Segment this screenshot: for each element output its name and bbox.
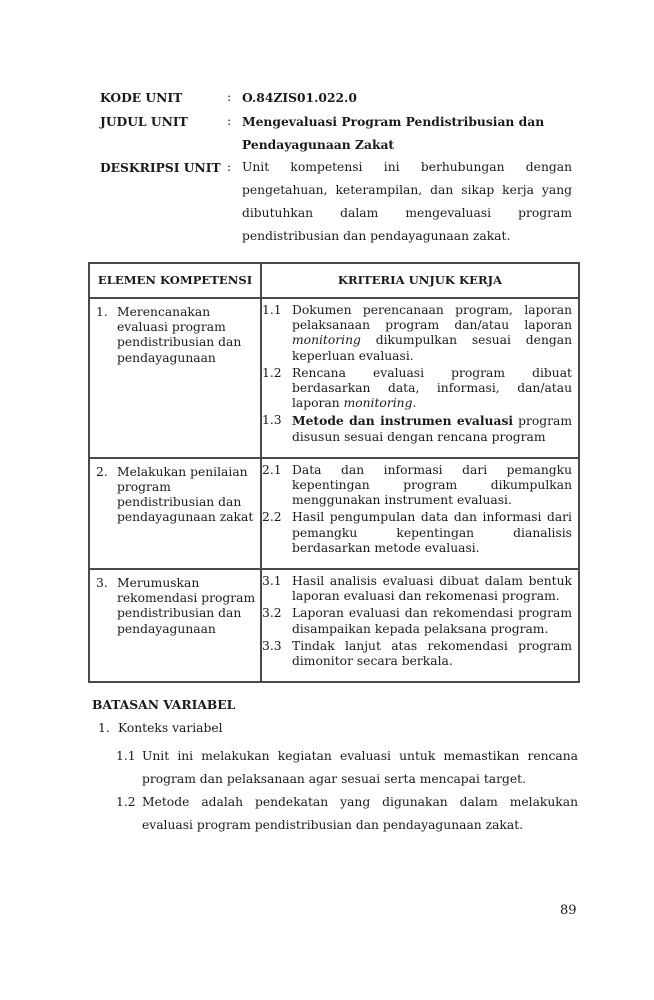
criteria-text: Data dan informasi dari pemangku kepentingan program dikumpulkan menggunakan instrument evaluasi. (292, 462, 572, 508)
criteria-body (292, 574, 572, 604)
list-item (98, 721, 578, 745)
element-text: Merumuskan rekomendasi program pendistribusian dan pendayagunaan (117, 576, 256, 636)
element-item (96, 576, 256, 637)
colon: : (227, 160, 232, 174)
header-kriteria-unjuk-kerja: KRITERIA UNJUK KERJA (261, 263, 579, 298)
sub-list-item (116, 745, 578, 791)
judul-unit-value (242, 110, 572, 156)
sub-list-number: 1.1 (116, 749, 136, 763)
criteria-item (262, 463, 572, 509)
element-cell (89, 298, 261, 458)
criteria-body (292, 366, 572, 412)
criteria-body (292, 639, 572, 669)
criteria-body (292, 606, 572, 636)
judul-unit-label: JUDUL UNIT (100, 114, 188, 129)
criteria-item (262, 574, 572, 604)
criteria-body (292, 463, 572, 509)
element-cell (89, 569, 261, 682)
table-row (89, 458, 579, 569)
criteria-number: 3.3 (262, 638, 282, 653)
sub-list-text: Unit ini melakukan kegiatan evaluasi untuk memastikan rencana program dan pelaksanaan agar sesuai serta mencapai target. (142, 749, 578, 786)
criteria-item (262, 303, 572, 364)
criteria-text: Hasil pengumpulan data dan informasi dari pemangku kepentingan dianalisis berdasarkan metode evaluasi. (292, 510, 572, 555)
element-cell (89, 458, 261, 569)
sub-list-item (116, 791, 578, 837)
criteria-text: program disusun sesuai dengan rencana program (292, 414, 572, 444)
list-label: Konteks variabel (118, 721, 223, 735)
colon: : (227, 114, 232, 128)
criteria-text: . (412, 396, 417, 411)
criteria-number: 3.2 (262, 606, 282, 621)
element-number: 2. (96, 464, 108, 479)
criteria-cell (261, 569, 579, 682)
element-text: Merencanakan evaluasi program pendistribusian dan pendayagunaan (117, 305, 242, 365)
competency-table (88, 262, 580, 683)
kode-unit-label: KODE UNIT (100, 90, 183, 105)
criteria-italic-text: monitoring (292, 333, 361, 348)
deskripsi-unit-value: Unit kompetensi ini berhubungan dengan pengetahuan, keterampilan, dan sikap kerja yang dibutuhkan dalam mengevaluasi program pendistribusian dan pendayagunaan zakat. (242, 160, 572, 243)
criteria-item (262, 639, 572, 669)
colon: : (227, 90, 232, 104)
criteria-bold-text: Metode dan instrumen evaluasi (292, 413, 514, 429)
judul-line-1: Mengevaluasi Program Pendistribusian dan (242, 114, 545, 129)
criteria-text: Hasil analisis evaluasi dibuat dalam bentuk laporan evaluasi dan rekomenasi program. (292, 574, 572, 604)
criteria-text: Rencana evaluasi program dibuat berdasarkan data, informasi, dan/atau laporan (292, 365, 572, 411)
criteria-cell (261, 458, 579, 569)
element-text: Melakukan penilaian program pendistribusian dan pendayagunaan zakat (117, 464, 254, 525)
criteria-body (292, 303, 572, 364)
criteria-item (262, 606, 572, 636)
criteria-text: dikumpulkan sesuai dengan keperluan evaluasi. (292, 333, 572, 363)
criteria-body (292, 413, 572, 444)
page-number: 89 (560, 903, 577, 918)
criteria-item (262, 366, 572, 412)
header-elemen-kompetensi: ELEMEN KOMPETENSI (89, 263, 261, 298)
element-item (96, 305, 256, 366)
section-title: BATASAN VARIABEL (92, 697, 236, 712)
criteria-cell (261, 298, 579, 458)
criteria-body (292, 510, 572, 556)
batasan-variabel-section (92, 697, 578, 837)
element-number: 1. (96, 305, 108, 319)
judul-line-2: Pendayagunaan Zakat (242, 137, 395, 152)
criteria-text: Tindak lanjut atas rekomendasi program dimonitor secara berkala. (292, 638, 572, 669)
criteria-text: Dokumen perencanaan program, laporan pelaksanaan program dan/atau laporan (292, 303, 572, 333)
criteria-number: 2.2 (262, 510, 282, 525)
element-item (96, 465, 256, 526)
criteria-number: 1.1 (262, 303, 282, 317)
criteria-number: 1.2 (262, 365, 282, 380)
criteria-item (262, 413, 572, 444)
criteria-italic-text: monitoring (343, 396, 413, 411)
sub-list-number: 1.2 (116, 795, 136, 809)
sub-list-text: Metode adalah pendekatan yang digunakan dalam melakukan evaluasi program pendistribusian dan pendayagunaan zakat. (142, 795, 578, 832)
criteria-text: Laporan evaluasi dan rekomendasi program disampaikan kepada pelaksana program. (292, 606, 572, 636)
kode-unit-value: O.84ZIS01.022.0 (242, 90, 357, 105)
deskripsi-unit-label: DESKRIPSI UNIT (100, 160, 221, 175)
table-row (89, 298, 579, 458)
table-header-row (89, 263, 579, 298)
element-number: 3. (96, 576, 108, 591)
list-number: 1. (98, 721, 110, 735)
criteria-number: 1.3 (262, 413, 282, 428)
criteria-number: 2.1 (262, 462, 282, 477)
table-row (89, 569, 579, 682)
criteria-number: 3.1 (262, 574, 282, 589)
criteria-item (262, 510, 572, 556)
